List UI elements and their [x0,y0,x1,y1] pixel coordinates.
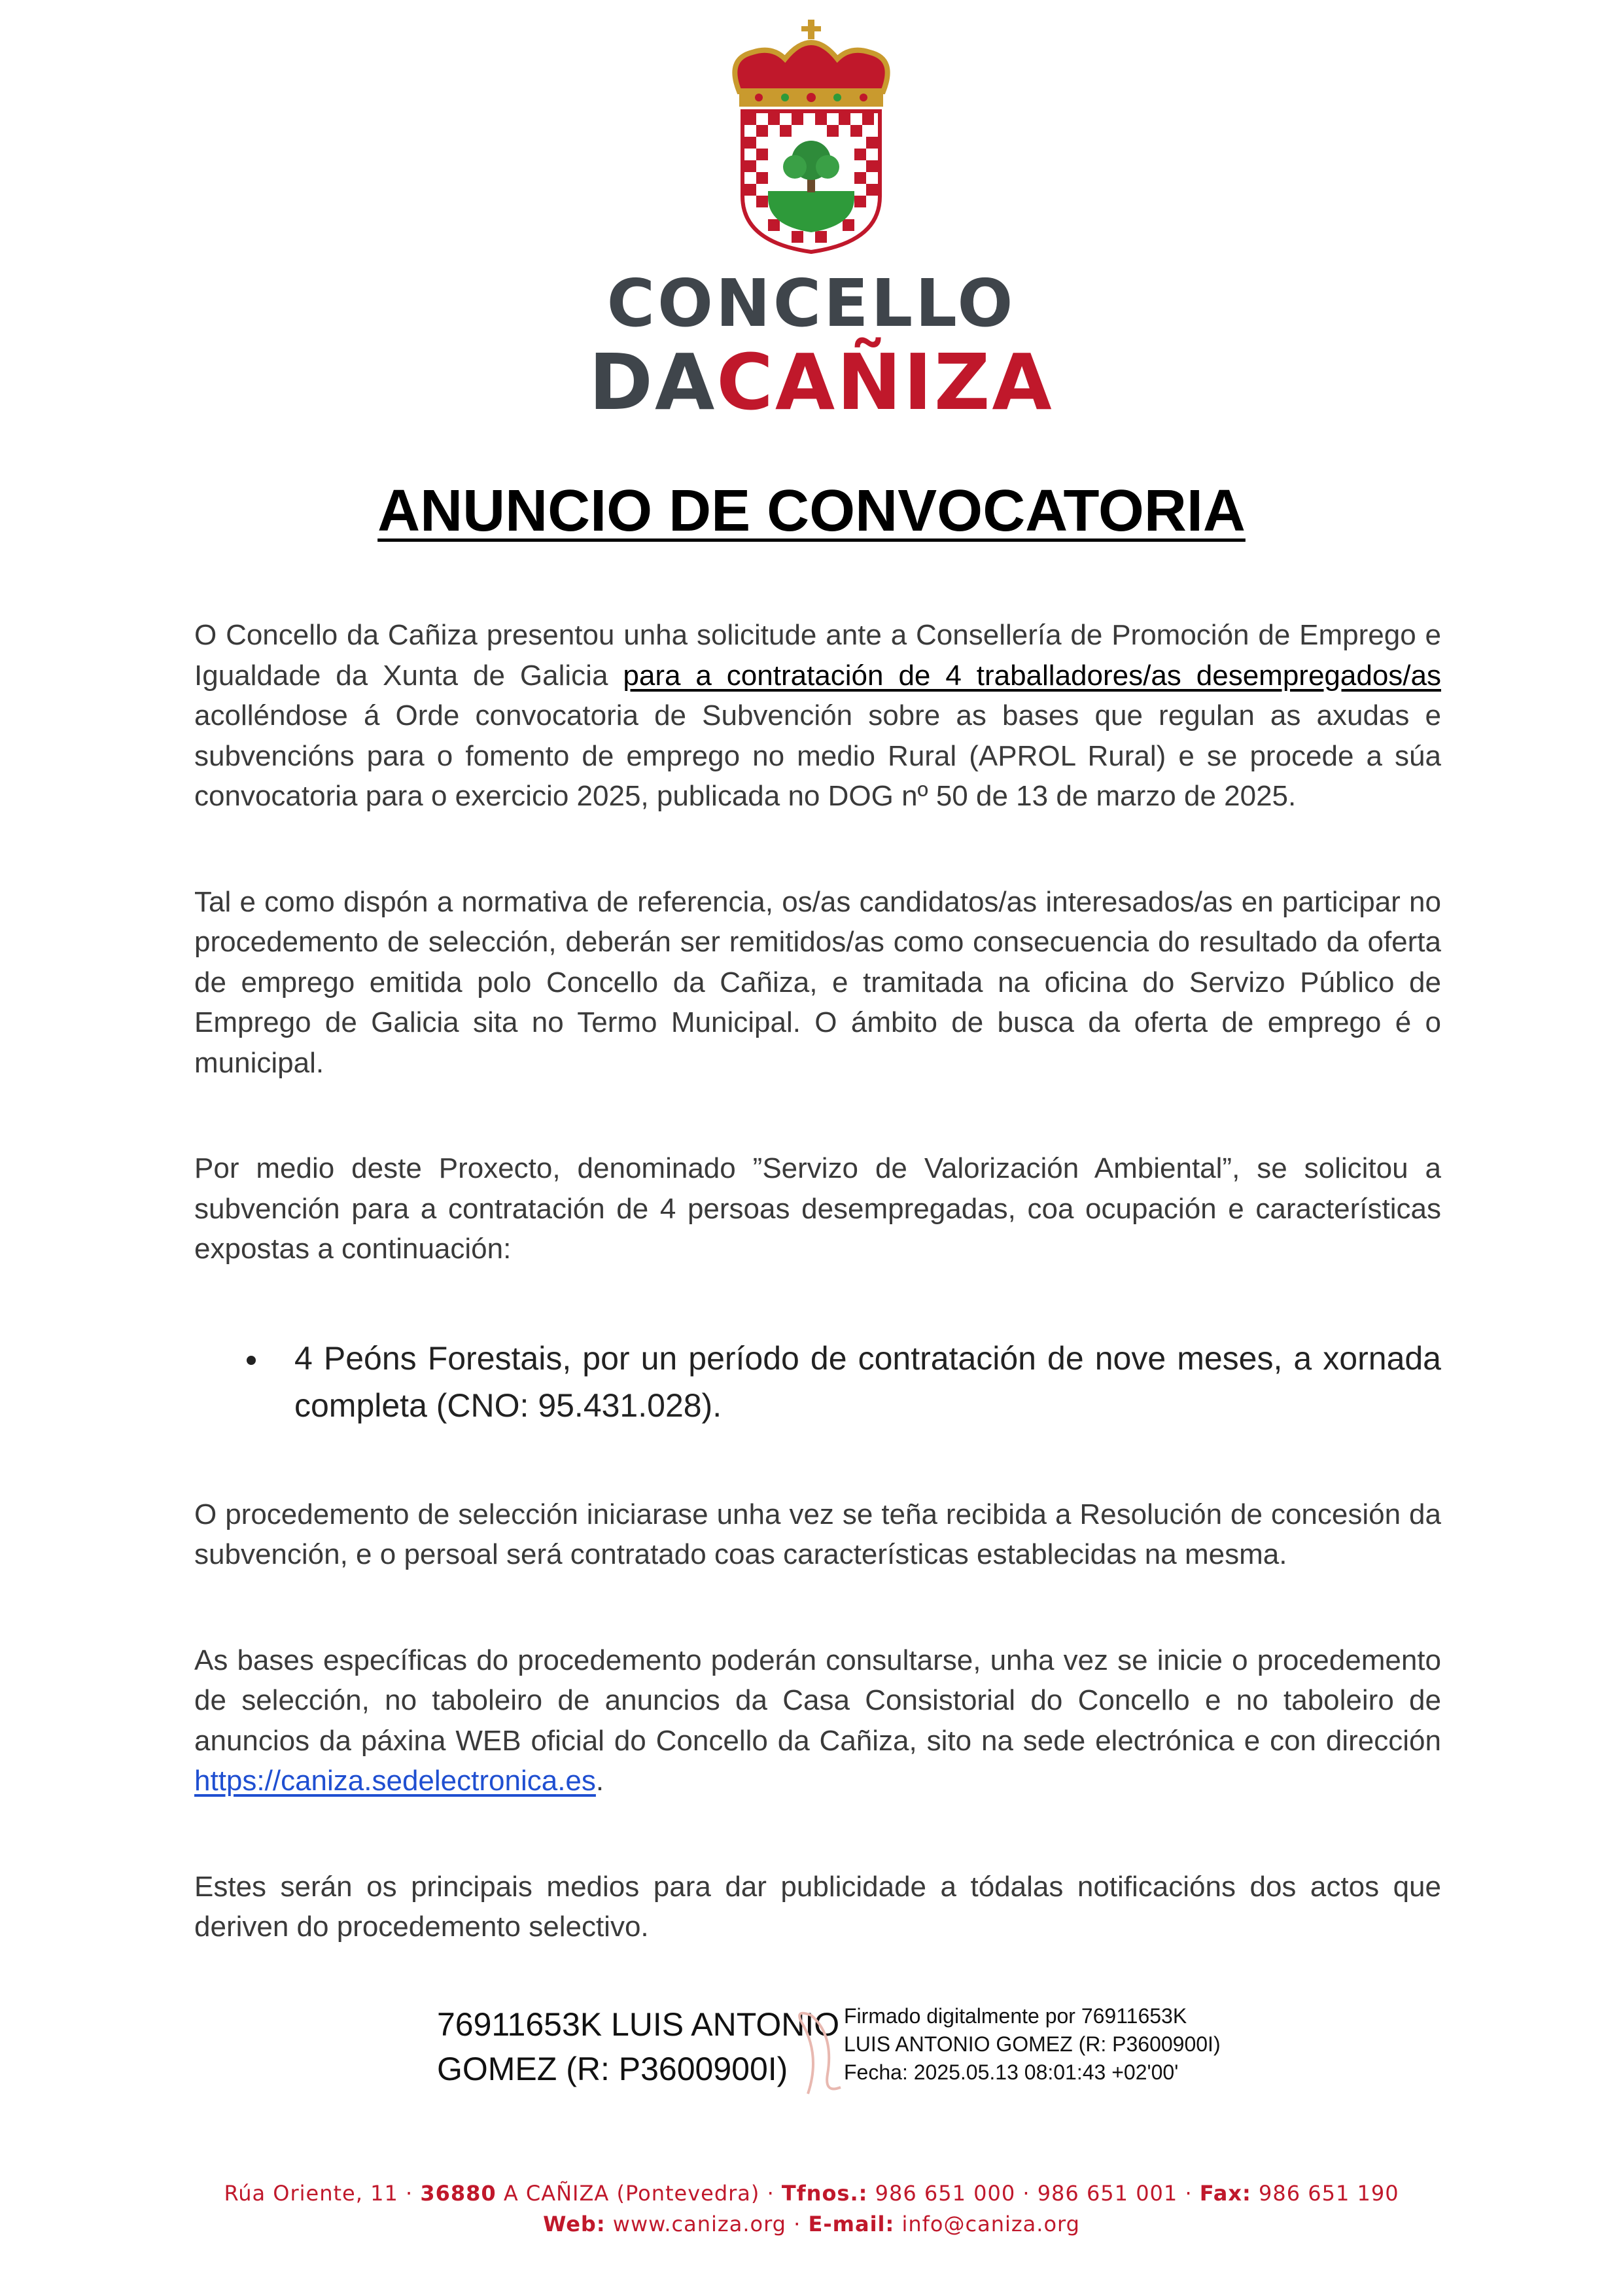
digital-signature-info [844,2002,1315,2087]
logo-text-da: DA [589,337,717,427]
signature-info-line1: Firmado digitalmente por 76911653K [844,2004,1187,2028]
paragraph-5-start: As bases específicas do procedemento poderán consultarse, unha vez se inicie o procedemento de selección, no taboleiro de anuncios da Casa Consistorial do Concello e no taboleiro de anuncios da páxina WEB oficial do Concello da Cañiza, sito na sede electrónica e con dirección [194,1644,1441,1757]
signature-timestamp: Fecha: 2025.05.13 08:01:43 +02'00' [844,2060,1179,2084]
paragraph-1-underlined: para a contratación de 4 traballadores/as desempregados/as [623,659,1441,692]
footer-address [0,2181,1623,2206]
footer-phone-label: Tfnos.: [781,2181,868,2206]
paragraph-5 [194,1640,1441,1801]
signer-name-line1: 76911653K LUIS ANTONIO [437,2006,840,2043]
coat-of-arms-icon [713,20,909,255]
paragraph-3: Por medio deste Proxecto, denominado ”Servizo de Valorización Ambiental”, se solicitou a subvención para a contratación de 4 persoas desempregadas, coa ocupación e características expostas a continuación: [194,1152,1441,1265]
logo-text-dacaniza [589,337,1054,427]
paragraph-1 [194,615,1441,817]
paragraph-6: Estes serán os principais medios para dar publicidade a tódalas notificacións dos actos que deriven do procedemento selectivo. [194,1870,1441,1943]
page-title: ANUNCIO DE CONVOCATORIA [377,478,1246,544]
footer-street: Rúa Oriente, 11 · [224,2181,421,2206]
footer-web-label: Web: [543,2212,606,2236]
footer-fax: 986 651 190 [1251,2181,1399,2206]
footer-town: A CAÑIZA (Pontevedra) · [496,2181,782,2206]
footer-postcode: 36880 [420,2181,497,2206]
footer-phone: 986 651 000 · 986 651 001 · [867,2181,1200,2206]
footer-contact [0,2212,1623,2236]
footer-email: info@caniza.org [894,2212,1080,2236]
signature-stroke-icon [782,1996,854,2100]
sede-electronica-link[interactable]: https://caniza.sedelectronica.es [194,1765,596,1797]
footer-email-label: E-mail: [808,2212,895,2236]
paragraph-2: Tal e como dispón a normativa de referencia, os/as candidatos/as interesados/as en participar no procedemento de selección, deberán ser remitidos/as como consecuencia do resultado da oferta de emprego emitida polo Concello da Cañiza, e tramitada na oficina do Servizo Público de Emprego de Galicia sita no Termo Municipal. O ámbito de busca da oferta de emprego é o municipal. [194,885,1441,1079]
paragraph-4: O procedemento de selección iniciarase unha vez se teña recibida a Resolución de concesión da subvención, e o persoal será contratado coas características establecidas na mesma. [194,1498,1441,1570]
logo-text-concello: CONCELLO [606,265,1016,342]
signer-name-line2: GOMEZ (R: P3600900I) [437,2051,788,2087]
bullet-icon [247,1356,256,1365]
paragraph-1-end: acolléndose á Orde convocatoria de Subvención sobre as bases que regulan as axudas e subvencións para o fomento de emprego no medio Rural (APROL Rural) e se procede a súa convocatoria para o exercicio 2025, publicada no DOG nº 50 de 13 de marzo de 2025. [194,699,1441,812]
footer-web: www.caniza.org · [605,2212,809,2236]
paragraph-1-start: O Concello da Cañiza presentou unha solicitude ante a Consellería de Promoción de Emprego e Igualdade da Xunta de Galicia [194,619,1441,692]
document-body [194,615,1441,1947]
paragraph-5-end: . [595,1765,604,1797]
logo-text-caniza: CAÑIZA [716,337,1054,427]
signature-info-line2: LUIS ANTONIO GOMEZ (R: P3600900I) [844,2032,1221,2056]
footer-fax-label: Fax: [1199,2181,1251,2206]
list-item-text: 4 Peóns Forestais, por un período de contratación de nove meses, a xornada completa (CNO: 95.431.028). [294,1339,1441,1424]
municipal-logo [589,20,1054,427]
list-item [194,1335,1441,1429]
